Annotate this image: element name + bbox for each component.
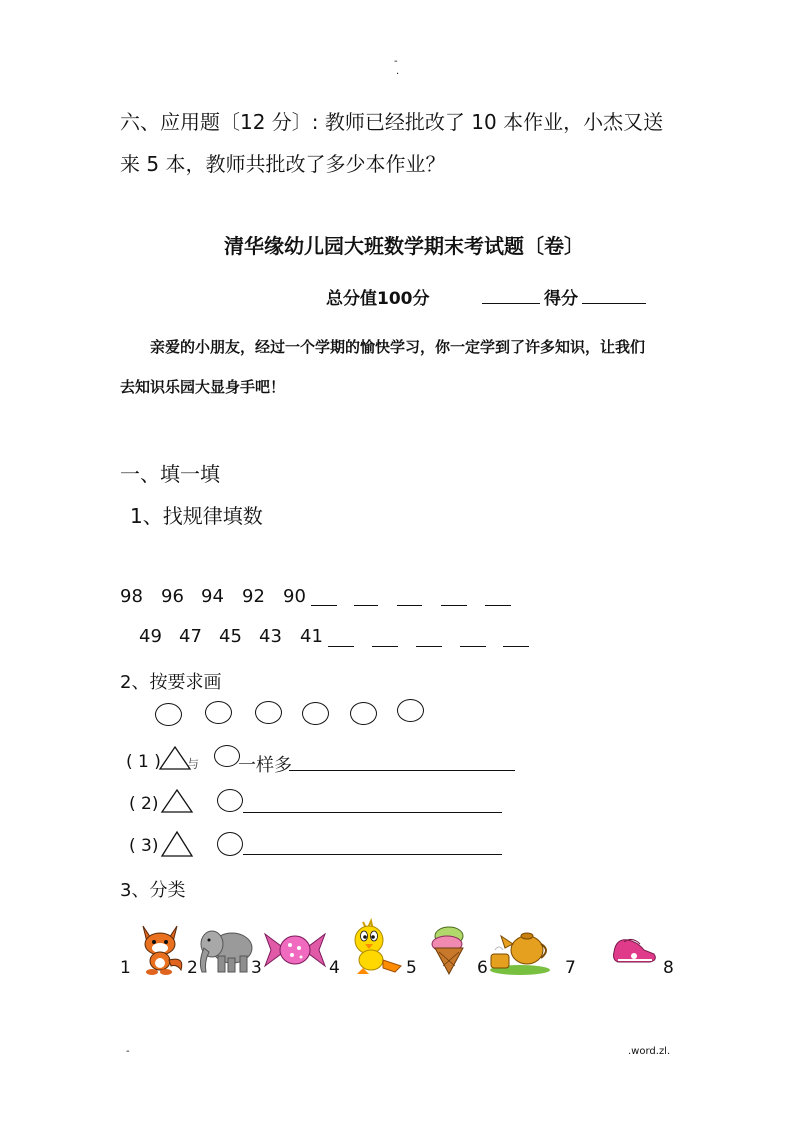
intro-line2: 去知识乐园大显身手吧！ [120, 378, 286, 396]
score-blank-right[interactable] [582, 303, 646, 304]
circle-icon [255, 701, 282, 724]
classify-number: 1 [120, 958, 131, 978]
seq1-number: 90 [283, 586, 306, 607]
seq1-number: 92 [242, 586, 265, 607]
classify-number: 5 [406, 958, 417, 978]
header-dot: . [396, 66, 400, 77]
seq1-blank[interactable] [397, 605, 422, 606]
seq1-number: 98 [120, 586, 143, 607]
fox-icon [133, 920, 187, 976]
classify-number: 8 [663, 958, 674, 978]
q6-line2: 来 5 本，教师共批改了多少本作业？ [120, 152, 446, 176]
classify-number: 4 [329, 958, 340, 978]
seq1-blank[interactable] [354, 605, 378, 606]
draw-item1-label: ( 1 ) [126, 752, 161, 772]
section1-heading: 一、填一填 [120, 462, 220, 486]
circle-icon [217, 789, 243, 812]
shoe-icon [610, 930, 662, 970]
seq2-number: 43 [259, 626, 282, 647]
seq2-blank[interactable] [372, 646, 398, 647]
draw-item2-answer-line[interactable] [243, 812, 502, 813]
seq2-blank[interactable] [328, 646, 354, 647]
circle-icon [397, 699, 424, 722]
circle-icon [155, 703, 182, 726]
draw-item1-text: 一样多 [238, 755, 292, 776]
triangle-icon [160, 830, 194, 858]
header-mark: - [394, 56, 398, 67]
q6-line1: 六、应用题〔12 分〕: 教师已经批改了 10 本作业，小杰又送 [120, 110, 664, 134]
draw-item3-answer-line[interactable] [243, 854, 502, 855]
classify-number: 7 [565, 958, 576, 978]
score-label: 得分 [544, 289, 578, 309]
circle-icon [302, 702, 329, 725]
seq2-number: 49 [139, 626, 162, 647]
seq1-blank[interactable] [441, 605, 467, 606]
classify-number: 2 [187, 958, 198, 978]
circle-icon [217, 832, 243, 856]
candy-icon [263, 928, 327, 970]
intro-line1: 亲爱的小朋友，经过一个学期的愉快学习，你一定学到了许多知识，让我们 [150, 338, 646, 356]
draw-item2-label: ( 2) [129, 794, 159, 814]
circle-icon [350, 702, 377, 725]
circle-icon [214, 745, 240, 767]
elephant-icon [196, 922, 256, 976]
seq2-blank[interactable] [503, 646, 529, 647]
triangle-icon [160, 788, 194, 814]
classify-number: 3 [251, 958, 262, 978]
seq1-number: 96 [161, 586, 184, 607]
q3-title: 3、分类 [120, 880, 186, 901]
seq2-blank[interactable] [416, 646, 442, 647]
q2-title: 2、按要求画 [120, 672, 222, 693]
classify-number: 6 [477, 958, 488, 978]
seq1-blank[interactable] [485, 605, 511, 606]
footer-left-mark: - [126, 1046, 130, 1057]
seq1-blank[interactable] [311, 605, 337, 606]
seq2-number: 47 [179, 626, 202, 647]
teapot-icon [487, 922, 553, 976]
seq1-number: 94 [201, 586, 224, 607]
seq2-number: 41 [300, 626, 323, 647]
score-blank-left[interactable] [482, 303, 540, 304]
draw-item3-label: ( 3) [129, 836, 159, 856]
page-title: 清华缘幼儿园大班数学期末考试题〔卷〕 [224, 234, 584, 258]
chick-icon [343, 918, 407, 976]
score-total: 总分值100分 [326, 289, 430, 309]
q1-title: 1、找规律填数 [130, 504, 263, 528]
footer-right-text: .word.zl. [628, 1046, 671, 1057]
draw-item1-answer-line[interactable] [289, 770, 515, 771]
seq2-number: 45 [219, 626, 242, 647]
seq2-blank[interactable] [460, 646, 486, 647]
circle-icon [205, 701, 232, 724]
ice-cream-icon [427, 922, 471, 976]
